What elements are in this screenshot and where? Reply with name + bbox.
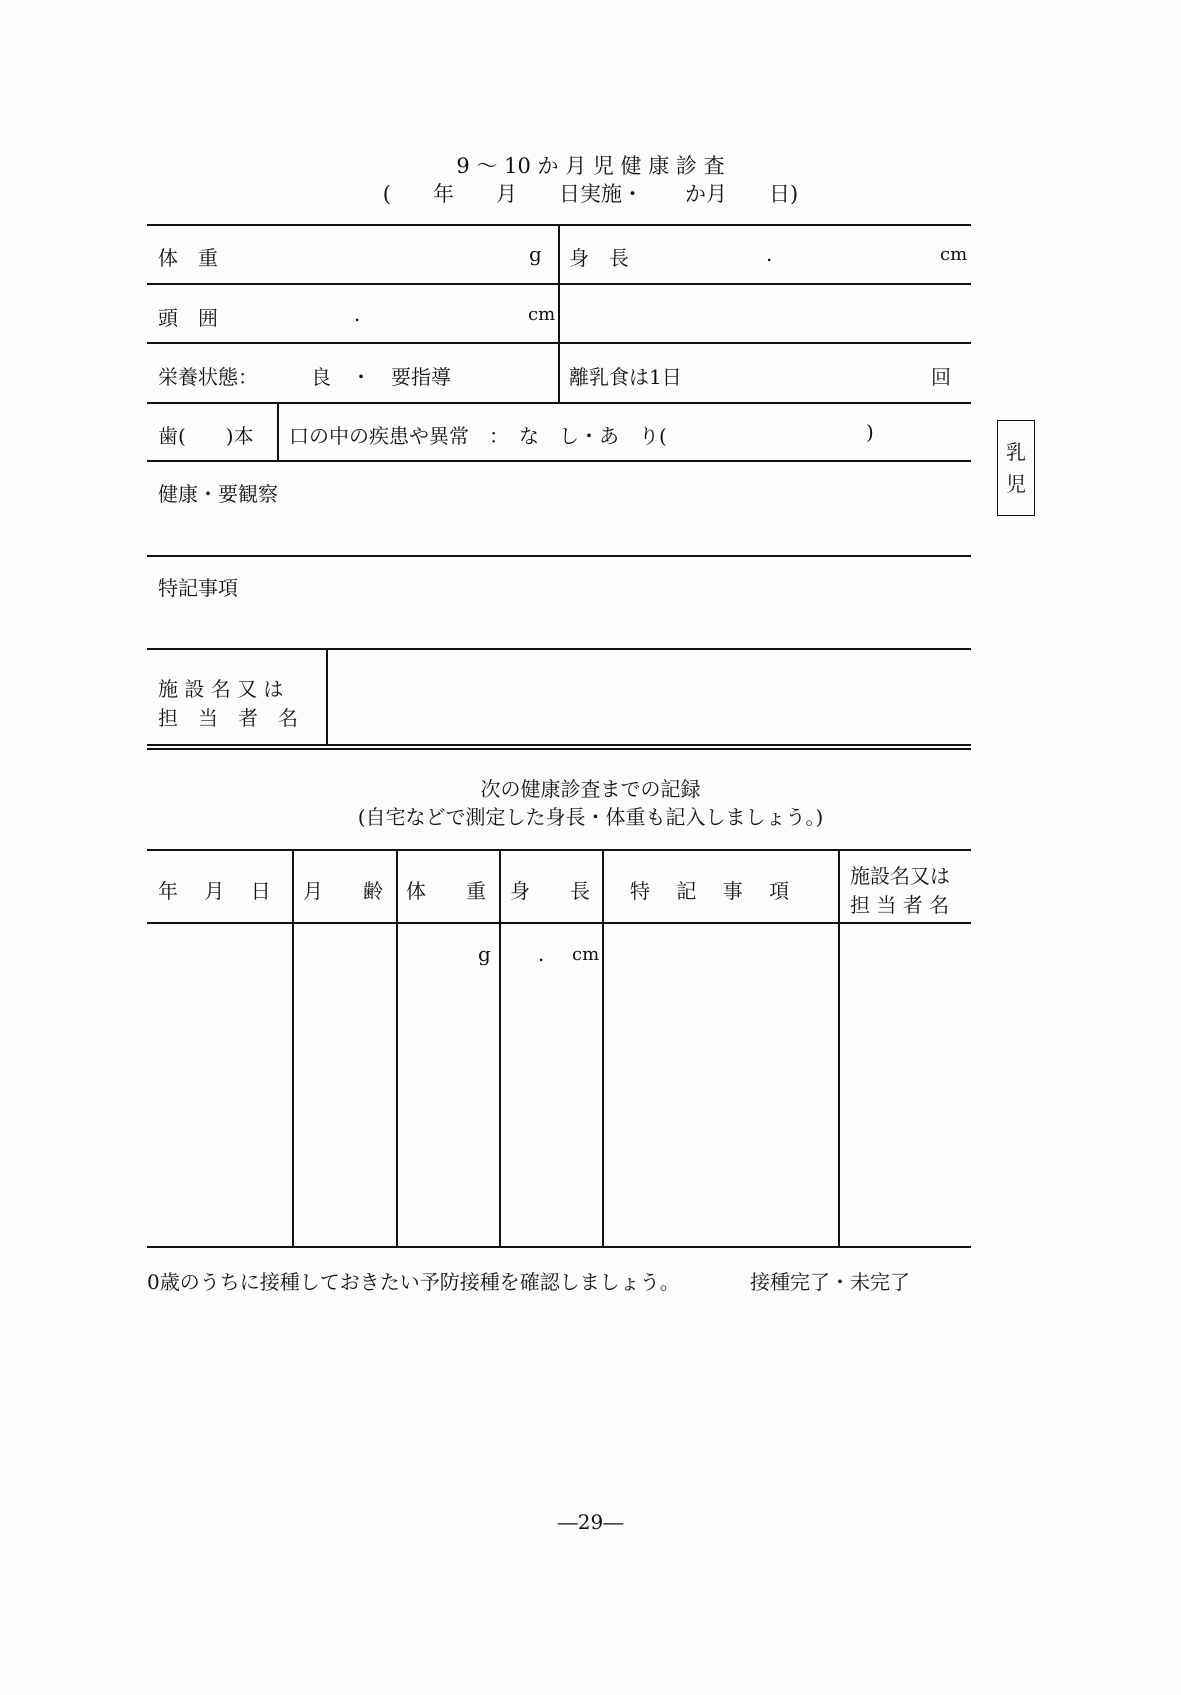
- divider: [147, 1246, 971, 1248]
- divider: [147, 744, 971, 746]
- vaccination-status: 接種完了・未完了: [750, 1270, 910, 1294]
- mouth-condition-close: ): [866, 420, 874, 444]
- special-notes-label: 特記事項: [158, 576, 238, 600]
- divider: [147, 402, 971, 404]
- weaning-unit: 回: [931, 365, 951, 389]
- divider: [147, 922, 971, 924]
- vaccination-note: 0歳のうちに接種しておきたい予防接種を確認しましょう。: [147, 1270, 680, 1294]
- column-header-notes: 特 記 事 項: [630, 879, 790, 903]
- head-unit: cm: [528, 304, 556, 325]
- column-header-date: 年 月 日: [158, 879, 271, 903]
- divider: [558, 224, 560, 402]
- row-weight-unit: g: [478, 942, 491, 966]
- divider: [277, 402, 279, 460]
- side-tab-char-2: 児: [1006, 472, 1026, 496]
- mouth-condition-label: 口の中の疾患や異常 ： な し・あ り(: [289, 424, 667, 448]
- weaning-label: 離乳食は1日: [569, 365, 682, 389]
- head-decimal: .: [354, 302, 361, 326]
- page-number: ―29―: [557, 1510, 624, 1534]
- height-unit: cm: [940, 244, 968, 265]
- row-height-decimal: .: [538, 942, 545, 966]
- divider: [838, 849, 840, 1246]
- height-label: 身 長: [569, 246, 629, 270]
- section-tab-infant: [997, 420, 1035, 516]
- nutrition-options: 良 ・ 要指導: [311, 365, 451, 389]
- divider: [326, 648, 328, 744]
- divider: [147, 648, 971, 650]
- column-header-height: 身 長: [510, 879, 590, 903]
- height-decimal: .: [766, 242, 773, 266]
- weight-unit: g: [529, 242, 542, 266]
- head-circumference-label: 頭 囲: [158, 306, 218, 330]
- side-tab-char-1: 乳: [1006, 440, 1026, 464]
- column-header-facility-line2: 担 当 者 名: [850, 893, 950, 917]
- column-header-weight: 体 重: [406, 879, 486, 903]
- divider: [147, 748, 971, 750]
- record-title: 次の健康診査までの記録: [480, 777, 701, 801]
- teeth-label: 歯( )本: [158, 424, 254, 448]
- facility-label-line1: 施 設 名 又 は: [158, 677, 284, 701]
- weight-label: 体 重: [158, 246, 218, 270]
- column-header-age-months: 月 齢: [303, 879, 383, 903]
- page-title: 9 ～ 10 か 月 児 健 康 診 査: [456, 154, 725, 178]
- divider: [602, 849, 604, 1246]
- divider: [147, 460, 971, 462]
- health-observation-label: 健康・要観察: [158, 482, 278, 506]
- record-subtitle: (自宅などで測定した身長・体重も記入しましょう。): [357, 805, 824, 829]
- facility-label-line2: 担 当 者 名: [158, 706, 298, 730]
- divider: [292, 849, 294, 1246]
- divider: [396, 849, 398, 1246]
- divider: [147, 849, 971, 851]
- row-height-unit: cm: [572, 944, 600, 965]
- exam-date-line: ( 年 月 日実施・ か月 日): [382, 182, 799, 206]
- divider: [499, 849, 501, 1246]
- nutrition-label: 栄養状態：: [158, 365, 258, 389]
- divider: [147, 555, 971, 557]
- column-header-facility-line1: 施設名又は: [850, 864, 950, 888]
